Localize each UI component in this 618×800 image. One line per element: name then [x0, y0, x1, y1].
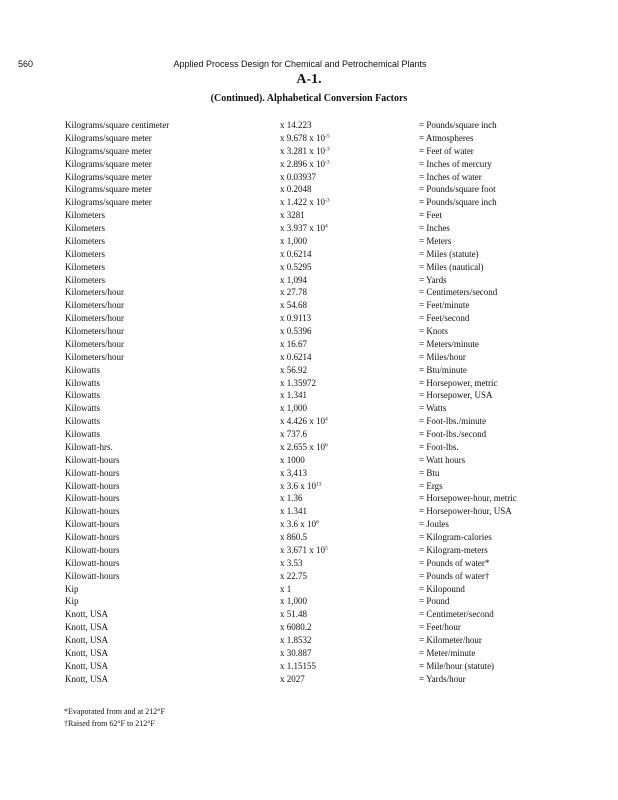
multiplier-exponent: 13: [316, 481, 322, 487]
table-row: [0, 402, 618, 415]
from-unit: Kilowatt-hours: [65, 519, 120, 530]
table-row: [0, 467, 618, 480]
table-row: [0, 544, 618, 557]
table-row: [0, 570, 618, 583]
from-unit: Kilograms/square meter: [65, 184, 152, 195]
to-unit: = Horsepower-hour, metric: [419, 493, 517, 504]
multiplier-exponent: -3: [325, 159, 330, 166]
multiplier-value: x 1.15155: [280, 660, 316, 671]
multiplier: [280, 518, 319, 531]
multiplier-value: x 1.341: [280, 506, 307, 517]
to-unit: = Btu: [419, 467, 440, 478]
multiplier-value: x 2.655 x 10: [280, 441, 325, 452]
multiplier-value: x 1,000: [280, 235, 307, 246]
multiplier-exponent: -5: [325, 133, 330, 140]
from-unit: Kilometers/hour: [65, 300, 124, 311]
multiplier-value: x 54.68: [280, 300, 307, 311]
table-row: [0, 235, 618, 248]
multiplier: [280, 428, 307, 441]
multiplier-value: x 737.6: [280, 429, 307, 439]
from-unit: Kilowatts: [65, 416, 100, 427]
multiplier-value: x 56.92: [280, 364, 307, 375]
multiplier: [280, 621, 312, 634]
multiplier: [280, 299, 307, 312]
multiplier-value: x 0.5295: [280, 261, 312, 272]
multiplier-value: x 1,094: [280, 274, 307, 285]
multiplier: [280, 492, 303, 505]
multiplier-value: x 0.9113: [280, 313, 312, 324]
multiplier: [280, 222, 328, 235]
to-unit: = Meters: [419, 235, 452, 246]
multiplier-value: x 16.67: [280, 338, 307, 349]
multiplier: [280, 338, 307, 351]
from-unit: Kilometers: [65, 210, 105, 221]
table-row: [0, 415, 618, 428]
table-row: [0, 389, 618, 402]
from-unit: Kilowatt-hours: [65, 544, 120, 555]
multiplier-value: x 1,000: [280, 403, 307, 414]
multiplier-value: x 2027: [280, 673, 305, 684]
footnote-raised: †Raised from 62°F to 212°F: [64, 719, 155, 728]
multiplier-exponent: 4: [325, 223, 328, 230]
table-row: [0, 621, 618, 634]
to-unit: = Pounds/square foot: [419, 184, 496, 195]
multiplier-value: x 22.75: [280, 570, 307, 581]
table-row: [0, 183, 618, 196]
to-unit: = Inches of water: [419, 171, 482, 182]
from-unit: Kilometers: [65, 274, 105, 285]
table-row: [0, 428, 618, 441]
table-row: [0, 299, 618, 312]
from-unit: Kilowatt-hours: [65, 454, 120, 465]
multiplier-value: x 30.887: [280, 647, 312, 658]
table-row: [0, 557, 618, 570]
table-title: (Continued). Alphabetical Conversion Factors: [210, 93, 408, 104]
multiplier-value: x 4.426 x 10: [280, 416, 325, 427]
table-row: [0, 441, 618, 454]
multiplier: [280, 505, 307, 518]
to-unit: = Horsepower, metric: [419, 377, 498, 388]
from-unit: Kilometers: [65, 235, 105, 246]
from-unit: Kilograms/square centimeter: [65, 120, 170, 130]
from-unit: Knott, USA: [65, 647, 109, 658]
multiplier: [280, 673, 305, 686]
from-unit: Kip: [65, 596, 79, 607]
multiplier: [280, 647, 312, 660]
multiplier-value: x 860.5: [280, 532, 307, 542]
from-unit: Kilometers/hour: [65, 287, 124, 298]
to-unit: = Mile/hour (statute): [419, 660, 495, 671]
to-unit: = Btu/minute: [419, 364, 467, 375]
to-unit: = Yards/hour: [419, 673, 466, 684]
from-unit: Kilograms/square meter: [65, 197, 152, 208]
multiplier-exponent: 5: [325, 545, 328, 552]
multiplier-value: x 9.678 x 10: [280, 132, 325, 143]
to-unit: = Watt hours: [419, 454, 466, 465]
table-row: [0, 595, 618, 608]
multiplier-value: x 1.422 x 10: [280, 197, 325, 208]
from-unit: Kilowatt-hours: [65, 506, 120, 517]
from-unit: Knott, USA: [65, 660, 109, 671]
to-unit: = Meter/minute: [419, 647, 476, 658]
multiplier: [280, 274, 307, 287]
to-unit: = Horsepower-hour, USA: [419, 506, 512, 517]
multiplier: [280, 583, 291, 596]
to-unit: = Foot-lbs.: [419, 441, 459, 452]
multiplier: [280, 557, 303, 570]
multiplier: [280, 402, 307, 415]
multiplier-value: x 14.223: [280, 120, 312, 130]
multiplier-value: x 3.6 x 10: [280, 480, 316, 491]
table-row: [0, 132, 618, 145]
multiplier: [280, 145, 330, 158]
multiplier-value: x 3.6 x 10: [280, 519, 316, 530]
to-unit: = Pounds of water†: [419, 570, 490, 581]
table-row: [0, 505, 618, 518]
multiplier: [280, 171, 316, 184]
multiplier: [280, 235, 307, 248]
from-unit: Kilowatts: [65, 377, 100, 388]
multiplier: [280, 634, 312, 647]
multiplier: [280, 441, 328, 454]
table-row: [0, 583, 618, 596]
table-row: [0, 119, 618, 132]
table-row: [0, 248, 618, 261]
multiplier-exponent: 6: [316, 519, 319, 526]
multiplier-value: x 2.896 x 10: [280, 158, 325, 169]
to-unit: = Miles/hour: [419, 351, 466, 362]
multiplier: [280, 364, 307, 377]
table-row: [0, 351, 618, 364]
multiplier-exponent: 6: [325, 442, 328, 449]
to-unit: = Feet/second: [419, 313, 470, 324]
to-unit: = Kilometer/hour: [419, 635, 482, 645]
multiplier-value: x 0.5396: [280, 326, 312, 336]
table-row: [0, 647, 618, 660]
from-unit: Kilometers/hour: [65, 313, 124, 324]
table-row: [0, 261, 618, 274]
from-unit: Kilowatt-hours: [65, 570, 120, 581]
from-unit: Kilowatt-hours: [65, 532, 120, 542]
to-unit: = Ergs: [419, 480, 443, 491]
table-row: [0, 480, 618, 493]
table-row: [0, 531, 618, 544]
multiplier-value: x 3.53: [280, 557, 303, 568]
table-row: [0, 492, 618, 505]
from-unit: Knott, USA: [65, 673, 109, 684]
multiplier: [280, 608, 307, 621]
from-unit: Kilometers: [65, 223, 105, 233]
to-unit: = Foot-lbs./second: [419, 429, 487, 439]
table-row: [0, 518, 618, 531]
to-unit: = Feet of water: [419, 145, 474, 156]
multiplier-value: x 0.2048: [280, 184, 312, 195]
from-unit: Kilowatt-hours: [65, 467, 120, 478]
from-unit: Knott, USA: [65, 635, 109, 645]
from-unit: Kilowatts: [65, 364, 100, 375]
to-unit: = Pound: [419, 596, 450, 607]
to-unit: = Inches of mercury: [419, 158, 492, 169]
multiplier-value: x 27.78: [280, 287, 307, 298]
multiplier-value: x 3.671 x 10: [280, 544, 325, 555]
table-row: [0, 274, 618, 287]
from-unit: Kilowatt-hrs.: [65, 441, 113, 452]
to-unit: = Joules: [419, 519, 449, 530]
to-unit: = Yards: [419, 274, 447, 285]
to-unit: = Inches: [419, 223, 450, 233]
multiplier: [280, 248, 312, 261]
to-unit: = Pounds/square inch: [419, 120, 497, 130]
table-row: [0, 312, 618, 325]
to-unit: = Atmospheres: [419, 132, 474, 143]
multiplier-value: x 1000: [280, 454, 305, 465]
to-unit: = Feet: [419, 210, 442, 221]
to-unit: = Kilogram-meters: [419, 544, 488, 555]
from-unit: Kip: [65, 583, 79, 594]
multiplier: [280, 196, 330, 209]
to-unit: = Pounds of water*: [419, 557, 490, 568]
from-unit: Knott, USA: [65, 609, 109, 620]
to-unit: = Centimeter/second: [419, 609, 494, 620]
multiplier: [280, 544, 328, 557]
from-unit: Kilometers/hour: [65, 338, 124, 349]
multiplier-value: x 1,000: [280, 596, 307, 607]
multiplier-value: x 3,413: [280, 467, 307, 478]
multiplier-value: x 51.48: [280, 609, 307, 620]
table-number: A-1.: [296, 72, 322, 87]
table-row: [0, 145, 618, 158]
multiplier: [280, 286, 307, 299]
multiplier-value: x 3.937 x 10: [280, 223, 325, 233]
page-number: 560: [18, 59, 34, 69]
multiplier-exponent: 4: [325, 416, 328, 423]
multiplier-exponent: -3: [325, 146, 330, 153]
multiplier: [280, 119, 312, 132]
multiplier-value: x 0.6214: [280, 351, 312, 362]
multiplier: [280, 480, 322, 493]
from-unit: Kilometers: [65, 261, 105, 272]
to-unit: = Meters/minute: [419, 338, 479, 349]
from-unit: Kilometers/hour: [65, 326, 124, 336]
running-title: Applied Process Design for Chemical and Petrochemical Plants: [173, 59, 427, 69]
multiplier: [280, 351, 312, 364]
conversion-table: [0, 119, 618, 686]
from-unit: Kilowatts: [65, 429, 100, 439]
multiplier-value: x 6080.2: [280, 622, 312, 633]
to-unit: = Horsepower, USA: [419, 390, 493, 401]
multiplier-value: x 0.03937: [280, 171, 316, 182]
from-unit: Kilograms/square meter: [65, 132, 152, 143]
footnotes: [64, 706, 165, 730]
multiplier: [280, 312, 311, 325]
multiplier: [280, 415, 328, 428]
from-unit: Kilometers: [65, 248, 105, 259]
to-unit: = Watts: [419, 403, 447, 414]
to-unit: = Miles (statute): [419, 248, 479, 259]
table-row: [0, 286, 618, 299]
to-unit: = Centimeters/second: [419, 287, 498, 298]
to-unit: = Pounds/square inch: [419, 197, 497, 208]
table-row: [0, 673, 618, 686]
multiplier-value: x 3.281 x 10: [280, 145, 325, 156]
multiplier-exponent: -3: [325, 197, 330, 204]
multiplier: [280, 377, 316, 390]
multiplier-value: x 1.35972: [280, 377, 316, 388]
multiplier: [280, 132, 330, 145]
multiplier-value: x 1.36: [280, 493, 303, 504]
footnote-evaporated: *Evaporated from and at 212°F: [64, 707, 165, 716]
table-row: [0, 196, 618, 209]
to-unit: = Knots: [419, 326, 448, 336]
table-row: [0, 338, 618, 351]
multiplier: [280, 467, 307, 480]
multiplier: [280, 660, 316, 673]
multiplier: [280, 158, 330, 171]
multiplier: [280, 595, 307, 608]
from-unit: Kilograms/square meter: [65, 158, 152, 169]
from-unit: Kilograms/square meter: [65, 171, 152, 182]
to-unit: = Kilogram-calories: [419, 532, 492, 542]
multiplier: [280, 570, 307, 583]
table-row: [0, 634, 618, 647]
from-unit: Kilowatt-hours: [65, 480, 120, 491]
multiplier: [280, 531, 307, 544]
to-unit: = Feet/hour: [419, 622, 461, 633]
table-row: [0, 171, 618, 184]
multiplier-value: x 1.8532: [280, 635, 312, 645]
table-row: [0, 377, 618, 390]
table-row: [0, 158, 618, 171]
multiplier: [280, 325, 312, 338]
multiplier: [280, 183, 312, 196]
multiplier: [280, 389, 307, 402]
multiplier-value: x 0.6214: [280, 248, 312, 259]
to-unit: = Miles (nautical): [419, 261, 484, 272]
multiplier-value: x 1: [280, 583, 292, 594]
multiplier-value: x 3281: [280, 210, 305, 221]
table-row: [0, 364, 618, 377]
to-unit: = Feet/minute: [419, 300, 470, 311]
from-unit: Kilometers/hour: [65, 351, 124, 362]
to-unit: = Foot-lbs./minute: [419, 416, 487, 427]
from-unit: Kilowatts: [65, 403, 100, 414]
table-row: [0, 454, 618, 467]
multiplier: [280, 209, 305, 222]
table-row: [0, 209, 618, 222]
table-row: [0, 222, 618, 235]
table-row: [0, 325, 618, 338]
multiplier-value: x 1.341: [280, 390, 307, 401]
from-unit: Kilowatt-hours: [65, 557, 120, 568]
multiplier: [280, 261, 312, 274]
multiplier: [280, 454, 305, 467]
table-row: [0, 608, 618, 621]
from-unit: Kilowatts: [65, 390, 100, 401]
from-unit: Kilograms/square meter: [65, 145, 152, 156]
from-unit: Knott, USA: [65, 622, 109, 633]
table-row: [0, 660, 618, 673]
from-unit: Kilowatt-hours: [65, 493, 120, 504]
to-unit: = Kilopound: [419, 583, 465, 594]
